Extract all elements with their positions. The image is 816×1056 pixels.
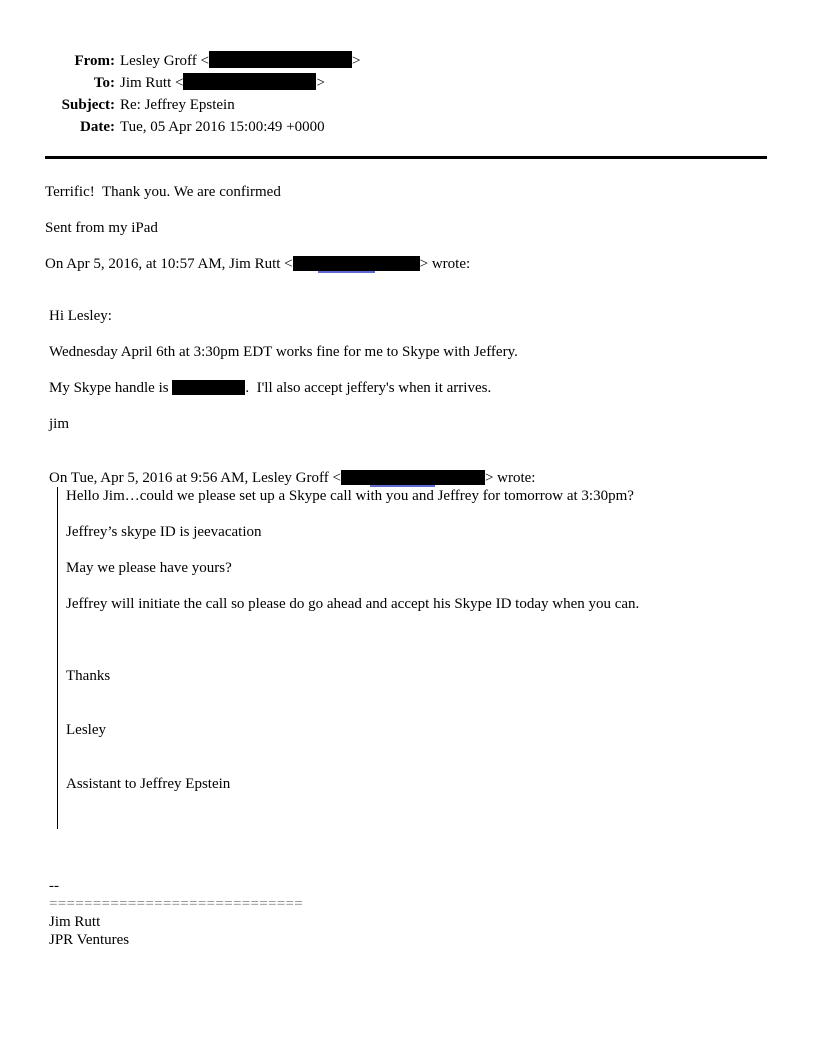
attribution-lesley (49, 469, 767, 487)
to-name: Jim Rutt < (120, 75, 184, 91)
skype-handle-suffix: . I'll also accept jeffery's when it arrives. (245, 380, 492, 396)
quoted-line-yours: May we please have yours? (66, 560, 232, 576)
attribution-jim-prefix: On Apr 5, 2016, at 10:57 AM, Jim Rutt < (45, 256, 293, 272)
redaction-bar (172, 380, 245, 395)
greeting-line: Hi Lesley: (49, 308, 112, 324)
header-row-subject (45, 94, 360, 116)
from-label: From: (74, 53, 115, 69)
subject-value: Re: Jeffrey Epstein (120, 97, 235, 113)
signature-divider: ============================= (49, 896, 304, 912)
email-body (45, 183, 767, 949)
signature-separator: -- (49, 878, 59, 894)
closing-thanks: Thanks (66, 668, 111, 684)
skype-handle-prefix: My Skype handle is (49, 380, 173, 396)
header-row-to (45, 72, 360, 94)
schedule-line: Wednesday April 6th at 3:30pm EDT works fine for me to Skype with Jeffery. (49, 344, 518, 360)
subject-label: Subject: (61, 97, 115, 113)
date-value: Tue, 05 Apr 2016 15:00:49 +0000 (120, 119, 325, 135)
redaction-bar (209, 51, 352, 68)
signature-company: JPR Ventures (49, 932, 130, 948)
to-value (115, 72, 360, 94)
header-row-date (45, 116, 360, 138)
header-divider-rule (45, 156, 767, 159)
quoted-closing (66, 631, 767, 829)
date-label: Date: (80, 119, 115, 135)
message-line-1: Terrific! Thank you. We are confirmed (45, 184, 281, 200)
quoted-line-hello: Hello Jim…could we please set up a Skype call with you and Jeffrey for tomorrow at 3:30pm? (66, 488, 634, 504)
quoted-reply (49, 307, 767, 949)
quoted-line-initiate: Jeffrey will initiate the call so please do go ahead and accept his Skype ID today when you can. (66, 596, 640, 612)
redaction-bar (341, 470, 485, 485)
quoted-line-skype-id: Jeffrey’s skype ID is jeevacation (66, 524, 262, 540)
email-signature (49, 877, 767, 949)
closing-title: Assistant to Jeffrey Epstein (66, 776, 231, 792)
to-suffix: > (316, 75, 325, 91)
closing-name: Lesley (66, 722, 106, 738)
quoted-original-message (57, 487, 767, 829)
sent-from-line: Sent from my iPad (45, 220, 158, 236)
header-row-from (45, 50, 360, 72)
from-value (115, 50, 360, 72)
redaction-bar (183, 73, 316, 90)
from-suffix: > (352, 53, 361, 69)
attribution-jim (45, 255, 767, 273)
from-name: Lesley Groff < (120, 53, 209, 69)
skype-handle-line (49, 379, 767, 397)
signature-name: Jim Rutt (49, 914, 101, 930)
attribution-lesley-prefix: On Tue, Apr 5, 2016 at 9:56 AM, Lesley Groff < (49, 470, 341, 486)
signoff-jim: jim (49, 416, 70, 432)
attribution-lesley-suffix: > wrote: (484, 470, 536, 486)
email-header (45, 50, 360, 138)
attribution-jim-suffix: > wrote: (419, 256, 471, 272)
redaction-bar (293, 256, 420, 271)
to-label: To: (93, 75, 115, 91)
